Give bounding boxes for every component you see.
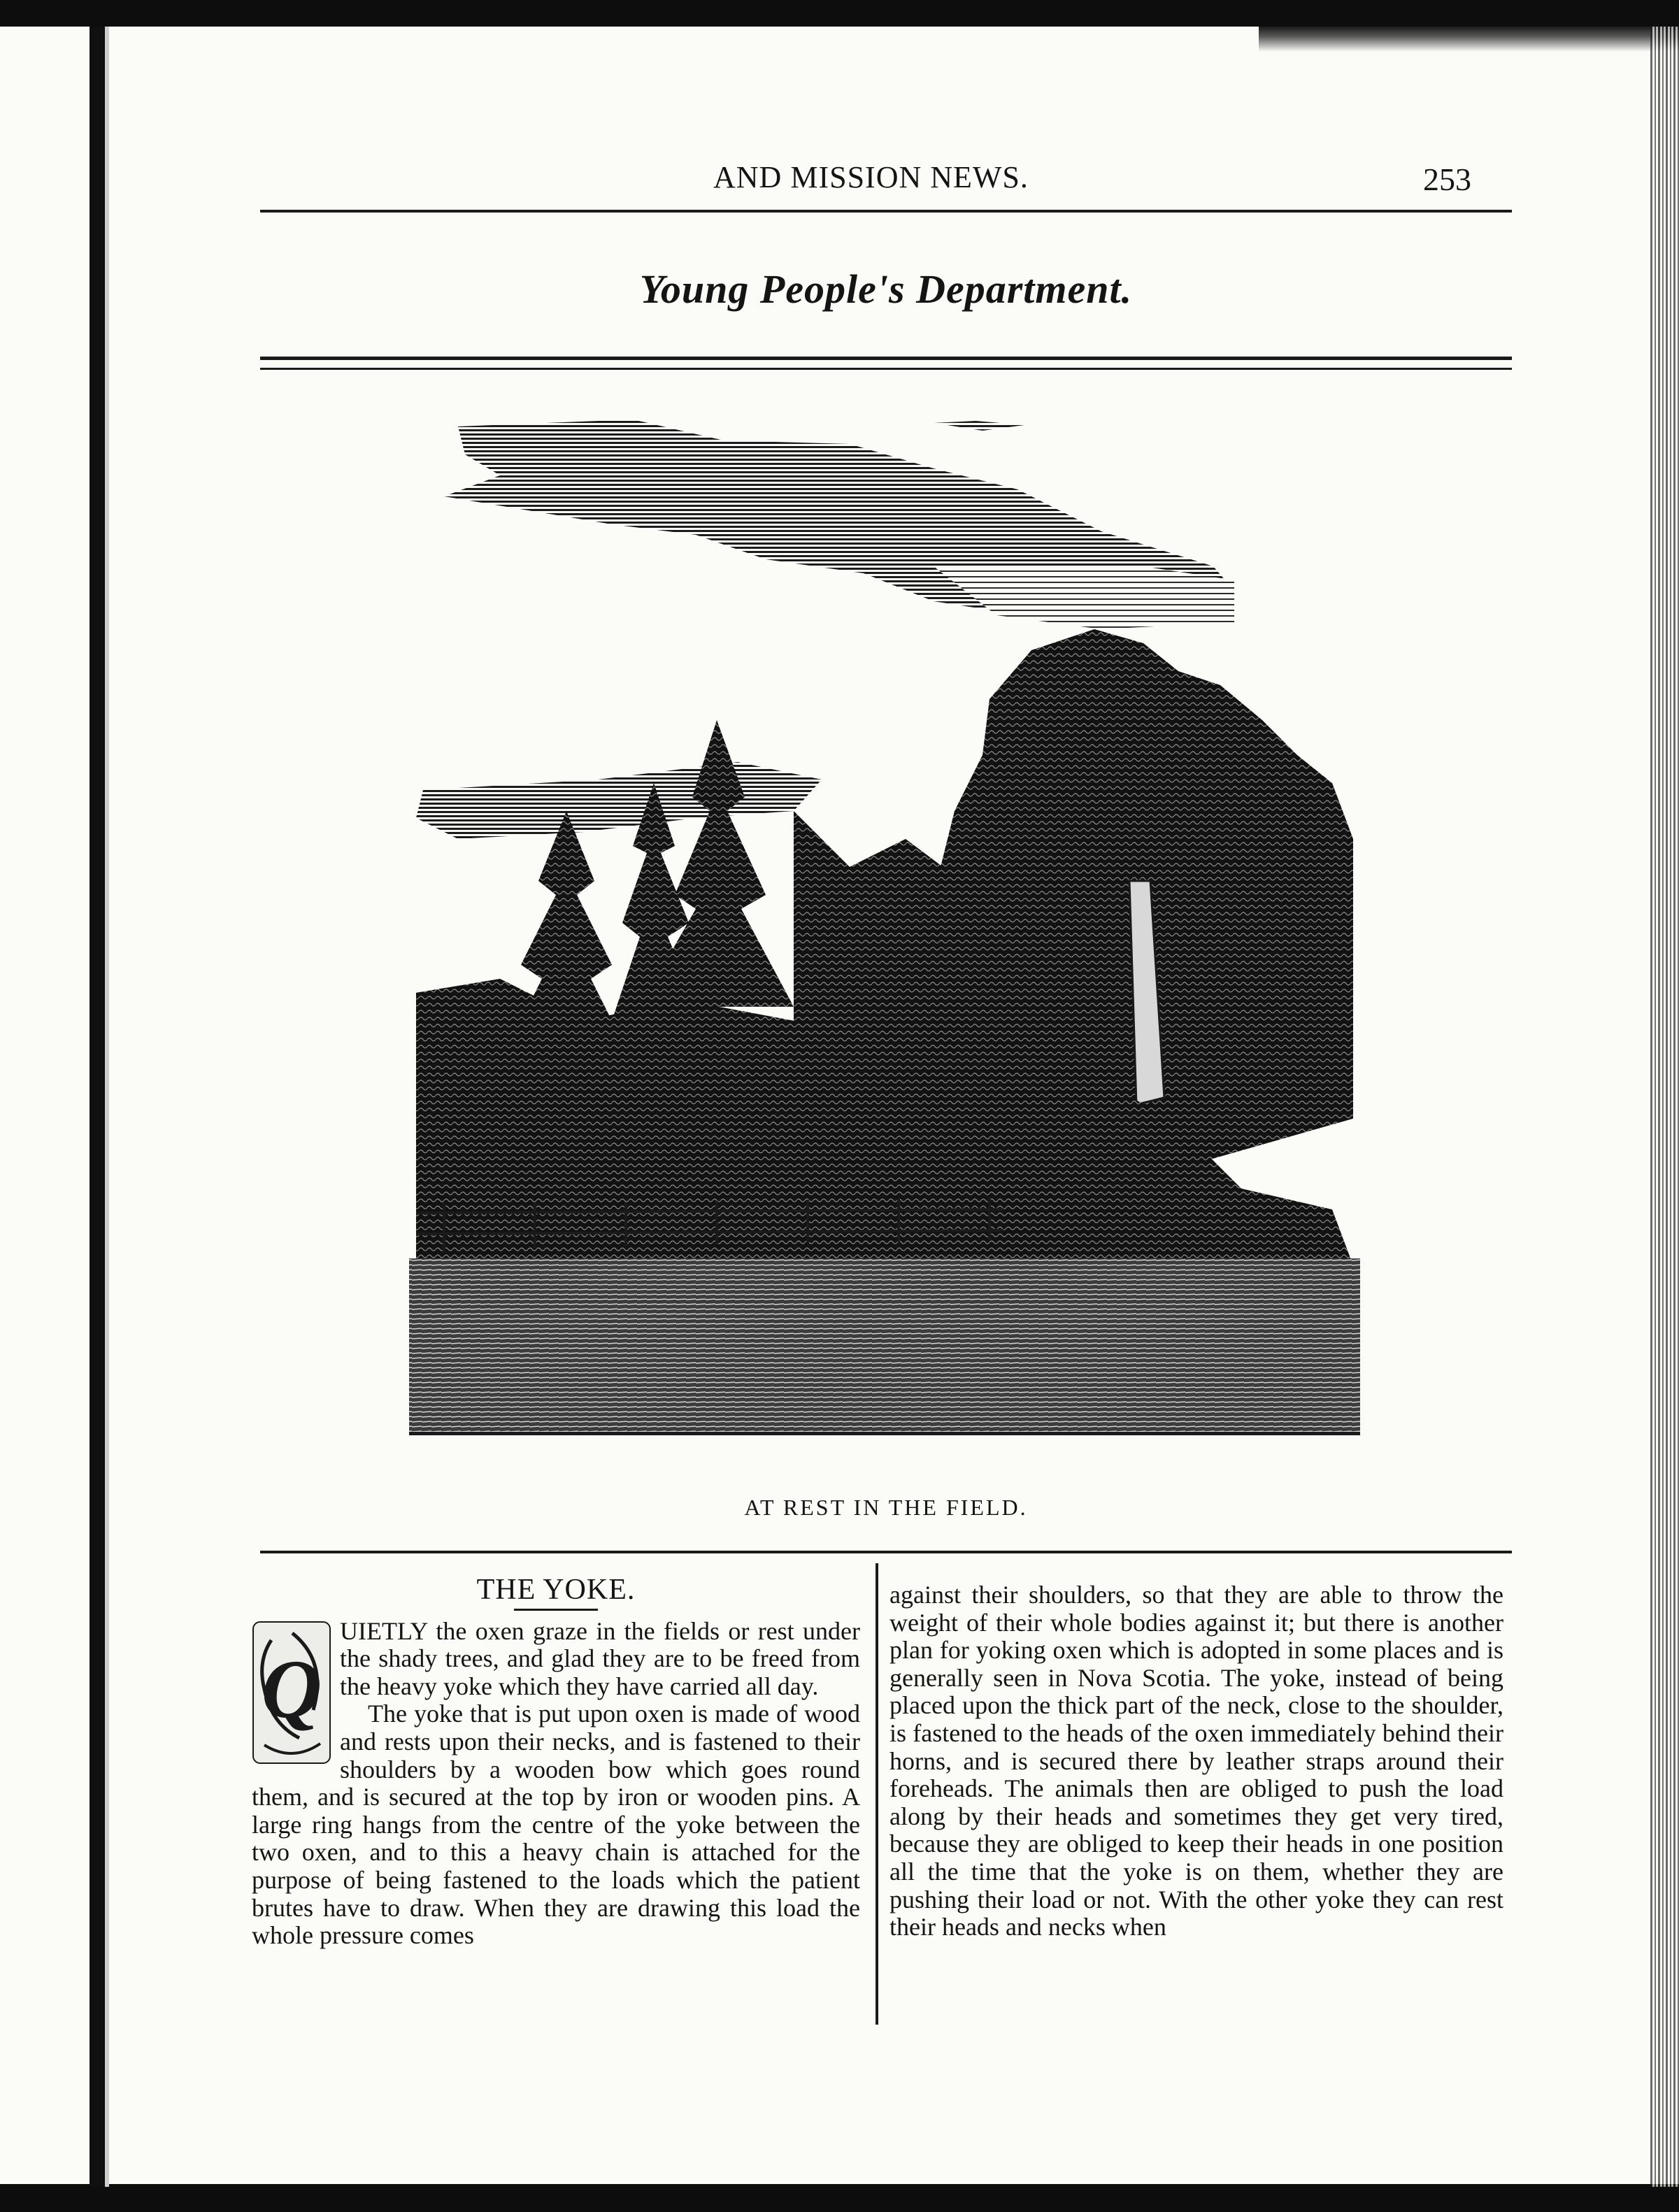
department-rule-bottom bbox=[260, 368, 1512, 370]
department-title: Young People's Department. bbox=[639, 266, 1133, 312]
caption-rule bbox=[260, 1551, 1512, 1553]
article-title: THE YOKE. bbox=[476, 1574, 636, 1606]
header-rule bbox=[260, 210, 1512, 213]
department-rule-top bbox=[260, 357, 1512, 360]
article-paragraph-right: against their shoulders, so that they are able to throw the weight of their whole bodies against it; but there is another plan for yoking oxen which is adopted in some places and is generally seen in Nova Scotia. The yoke, instead of being placed upon the thick part of the neck, close to the shoulder, is fastened to the heads of the oxen immediately behind their horns, and is secured there by leather straps around their foreheads. The animals then are obliged to push the load along by their heads and sometimes they get very tired, because they are obliged to keep their heads in one position all the time that the yoke is on them, whether they are pushing their load or not. With the other yoke they can rest their heads and necks when bbox=[889, 1581, 1503, 1941]
article-opening: UIETLY the oxen graze in the fields or rest under the shady trees, and glad they are to be freed from the heavy yoke which they have carried all day. bbox=[340, 1616, 860, 1700]
article-right-column bbox=[889, 1581, 1503, 1941]
scan-right-edge bbox=[1650, 27, 1679, 2187]
scan-top-border bbox=[0, 0, 1679, 27]
engraving-frame-bottom bbox=[409, 1432, 1360, 1435]
page-number: 253 bbox=[1423, 161, 1471, 197]
illustration-caption: AT REST IN THE FIELD. bbox=[744, 1495, 1028, 1520]
ornamental-drop-cap bbox=[250, 1619, 333, 1766]
column-divider bbox=[876, 1563, 878, 2025]
running-head: AND MISSION NEWS. bbox=[713, 160, 1029, 194]
article-left-column bbox=[252, 1574, 860, 1950]
scan-bottom-border bbox=[0, 2184, 1679, 2212]
scan-left-border-highlight bbox=[105, 27, 109, 2187]
field bbox=[409, 1258, 1360, 1433]
article-paragraph-left: The yoke that is put upon oxen is made of wood and rests upon their necks, and is fastened to their shoulders by a wooden bow which goes round them, and is secured at the top by iron or wooden pins. A large ring hangs from the centre of the yoke between the two oxen, and to this a heavy chain is attached for the purpose of being fastened to the loads which the patient brutes have to draw. When they are drawing this load the whole pressure comes bbox=[252, 1700, 860, 1950]
scan-left-border bbox=[90, 27, 105, 2187]
scan-top-border-shadow bbox=[1259, 27, 1679, 52]
engraving-illustration bbox=[402, 392, 1360, 1465]
drop-cap-letter: Q bbox=[261, 1642, 322, 1735]
article-title-rule bbox=[514, 1609, 598, 1611]
